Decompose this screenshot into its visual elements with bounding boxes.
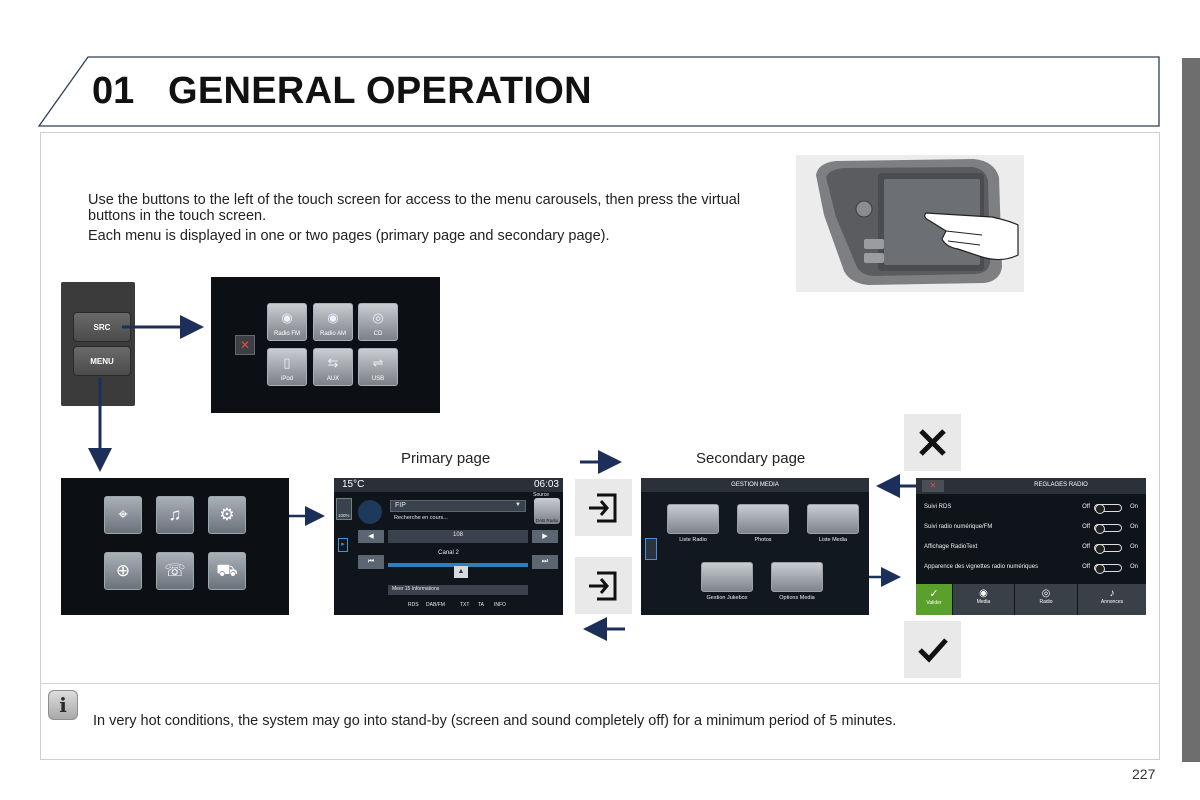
vehicle-icon[interactable]: ⛟ [208,552,246,590]
footer-dab[interactable]: DAB/FM [426,602,445,608]
cd-icon: ◎ [372,310,384,325]
status-bar [334,478,563,492]
validate-tab[interactable]: ✓ Valider [916,584,952,615]
setting-row-vignettes[interactable]: Apparence des vignettes radio numériques Off On [924,564,1138,570]
radio-list-label: Liste Radio [679,537,707,543]
media-options-icon[interactable] [771,562,823,592]
media-list-label: Liste Media [818,537,848,543]
source-tile-usb[interactable]: ⇌ USB [358,348,398,386]
next-frequency-button[interactable]: ▶ [532,530,558,543]
aux-icon: ⇆ [327,355,339,370]
radio-tab[interactable]: ◎ Radio [1015,584,1077,615]
toggle-switch[interactable] [1094,564,1122,572]
radio-icon: ◉ [281,310,293,325]
primary-page-tab[interactable] [645,538,657,560]
primary-page-screen [334,478,563,615]
source-tile-radio-fm[interactable]: ◉ Radio FM [267,303,307,341]
phone-icon[interactable]: ☏ [156,552,194,590]
photos-icon[interactable] [737,504,789,534]
toggle-switch[interactable] [1094,524,1122,532]
check-icon [904,621,961,678]
connected-services-icon[interactable]: ⊕ [104,552,142,590]
enter-page-icon [575,479,632,536]
usb-icon: ⇌ [372,355,384,370]
check-icon: ✓ [929,588,939,600]
source-label: Source [533,492,549,498]
page-number: 227 [1132,766,1156,782]
seek-forward-button[interactable]: ⏭ [532,555,558,569]
radio-settings-screen [916,478,1146,615]
dab-radio-button[interactable]: DAB Radio [534,498,560,524]
close-icon[interactable]: ✕ [235,335,255,355]
secondary-page-caption: Secondary page [696,450,806,467]
dropdown-icon: ▼ [515,502,521,508]
menu-button[interactable]: MENU [73,346,131,376]
main-menu-screen [61,478,289,615]
source-screen [211,277,440,413]
prev-frequency-button[interactable]: ◀ [358,530,384,543]
chapter-title: GENERAL OPERATION [168,70,592,112]
media-title: GESTION MEDIA [641,478,869,492]
footer-rds[interactable]: RDS [408,602,419,608]
station-selector[interactable]: FIP ▼ [390,500,526,512]
jukebox-label: Gestion Jukebox [706,595,748,601]
secondary-page-tab[interactable]: ▸ [338,538,348,552]
zoom-button[interactable]: 100% [336,498,352,520]
source-tile-aux[interactable]: ⇆ AUX [313,348,353,386]
close-icon[interactable]: ✕ [922,480,944,492]
radio-icon: ◎ [1041,588,1051,599]
footer-info[interactable]: INFO [494,602,506,608]
announcements-tab[interactable]: ♪ Annonces [1078,584,1146,615]
source-tile-ipod[interactable]: ▯ iPod [267,348,307,386]
media-options-label: Options Media [779,595,815,601]
seek-back-button[interactable]: ⏮ [358,555,384,569]
station-status: Recherche en cours... [394,515,448,521]
up-arrow-icon[interactable]: ▲ [454,566,468,578]
switch-to-primary-panel[interactable] [575,557,632,614]
setting-row-rds[interactable]: Suivi RDS Off On [924,504,1138,510]
station-logo [358,500,382,524]
source-tile-cd[interactable]: ◎ CD [358,303,398,341]
toggle-switch[interactable] [1094,504,1122,512]
media-icon[interactable]: ♫ [156,496,194,534]
source-tile-radio-am[interactable]: ◉ Radio AM [313,303,353,341]
switch-to-secondary-panel[interactable] [575,479,632,536]
secondary-page-screen [641,478,869,615]
settings-title-bar [916,478,1146,494]
footer-txt[interactable]: TXT [460,602,470,608]
radio-list-icon[interactable] [667,504,719,534]
setting-row-digital-fm[interactable]: Suivi radio numérique/FM Off On [924,524,1138,530]
footer-ta[interactable]: TA [478,602,485,608]
settings-icon[interactable]: ⚙ [208,496,246,534]
channel-label: Canal 2 [438,550,459,556]
src-button[interactable]: SRC [73,312,131,342]
media-list-icon[interactable] [807,504,859,534]
radio-icon: ◉ [327,310,339,325]
return-page-icon [575,557,632,614]
chapter-number: 01 [92,70,135,112]
frequency-display: 108 [388,530,528,543]
navigation-icon[interactable]: ⌖ [104,496,142,534]
clock: 06:03 [533,479,559,490]
photos-label: Photos [754,537,772,543]
announcements-icon: ♪ [1109,588,1115,599]
cancel-panel[interactable] [904,414,961,471]
intro-paragraph-2: Each menu is displayed in one or two pages (primary page and secondary page). [88,228,610,244]
info-icon: i [48,690,78,720]
validate-panel[interactable] [904,621,961,678]
primary-page-caption: Primary page [401,450,491,467]
radiotext-bar: Meer 15 Informations [388,585,528,595]
info-note: In very hot conditions, the system may go into stand-by (screen and sound completely off) for a minimum period of 5 minutes. [93,713,897,729]
intro-paragraph-1: Use the buttons to the left of the touch screen for access to the menu carousels, then press the virtual buttons in the touch screen. [88,192,741,224]
toggle-switch[interactable] [1094,544,1122,552]
settings-title: REGLAGES RADIO [1034,482,1088,488]
temperature: 15°C [342,479,365,490]
media-icon: ◉ [979,588,988,599]
ipod-icon: ▯ [283,355,291,370]
close-icon [904,414,961,471]
setting-row-radiotext[interactable]: Affichage RadioText Off On [924,544,1138,550]
jukebox-icon[interactable] [701,562,753,592]
media-tab[interactable]: ◉ Media [953,584,1014,615]
